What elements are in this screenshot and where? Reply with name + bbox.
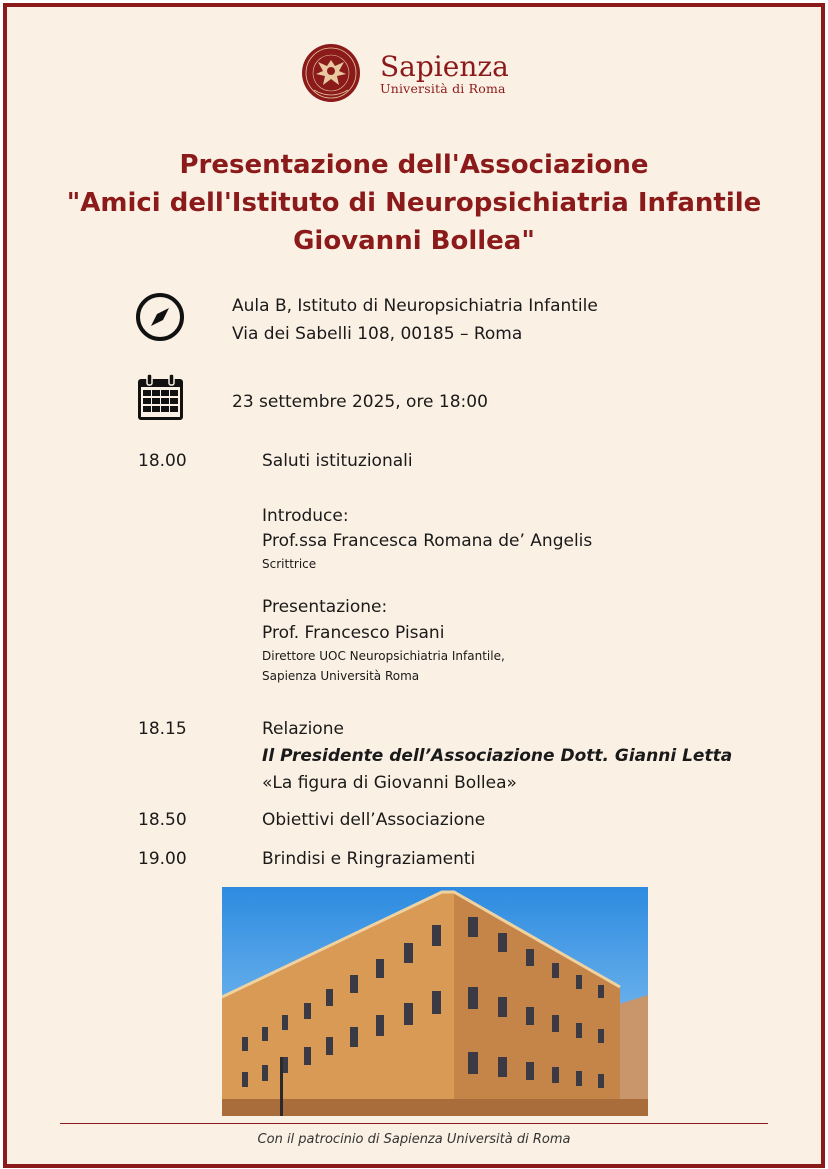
time-1815: 18.15 [138, 719, 187, 739]
footer-divider [60, 1123, 768, 1124]
logo-name: Sapienza [380, 50, 509, 83]
saluti-title: Saluti istituzionali [262, 451, 413, 471]
sapienza-seal-logo [300, 40, 362, 106]
brindisi-title: Brindisi e Ringraziamenti [262, 849, 476, 869]
title-line-1: Presentazione dell'Associazione [179, 150, 649, 180]
obiettivi-title: Obiettivi dell’Associazione [262, 810, 486, 830]
title-line-2: "Amici dell'Istituto di Neuropsichiatria Infantile [66, 188, 762, 218]
time-1900: 19.00 [138, 849, 187, 869]
calendar-icon [137, 373, 184, 421]
relazione-speaker: Il Presidente dell’Associazione Dott. Gianni Letta [262, 746, 733, 766]
logo-subtitle: Università di Roma [380, 81, 506, 96]
location-line-1: Aula B, Istituto di Neuropsichiatria Infantile [232, 296, 598, 316]
intro-name: Prof.ssa Francesca Romana de’ Angelis [262, 531, 593, 551]
compass-icon [134, 291, 186, 343]
location-line-2: Via dei Sabelli 108, 00185 – Roma [232, 324, 523, 344]
presentation-role-2: Sapienza Università Roma [262, 669, 420, 683]
date-text: 23 settembre 2025, ore 18:00 [232, 392, 488, 412]
location-block [232, 292, 598, 348]
footer-patronage: Con il patrocinio di Sapienza Università di Roma [257, 1132, 571, 1147]
relazione-title: Relazione [262, 719, 344, 739]
presentation-role-1: Direttore UOC Neuropsichiatria Infantile, [262, 649, 505, 663]
presentation-label: Presentazione: [262, 597, 388, 617]
intro-label: Introduce: [262, 506, 349, 526]
institute-building-photo [222, 887, 648, 1116]
time-1850: 18.50 [138, 810, 187, 830]
time-1800: 18.00 [138, 451, 187, 471]
title-line-3: Giovanni Bollea" [293, 226, 535, 256]
intro-role: Scrittrice [262, 557, 317, 571]
relazione-topic: «La figura di Giovanni Bollea» [262, 773, 517, 793]
event-title [0, 146, 828, 260]
logo-wordmark [380, 52, 509, 96]
presentation-name: Prof. Francesco Pisani [262, 623, 445, 643]
